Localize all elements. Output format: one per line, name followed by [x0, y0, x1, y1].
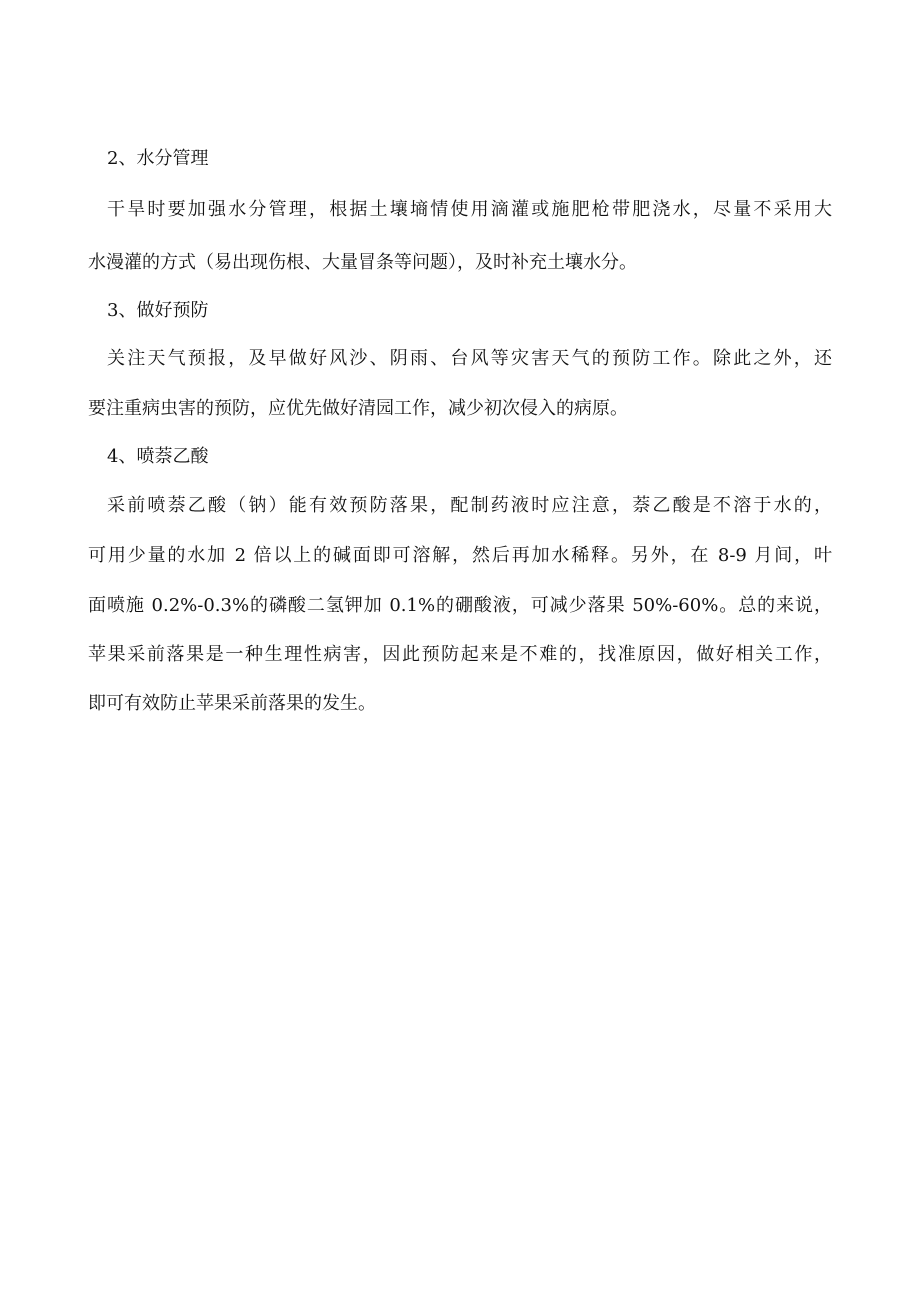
- paragraph-line: 要注重病虫害的预防，应优先做好清园工作，减少初次侵入的病原。: [88, 398, 628, 419]
- paragraph-line: 苹果采前落果是一种生理性病害，因此预防起来是不难的，找准原因，做好相关工作，: [88, 644, 832, 665]
- paragraph-line: 关注天气预报，及早做好风沙、阴雨、台风等灾害天气的预防工作。除此之外，还: [107, 348, 832, 369]
- paragraph-line: 面喷施 0.2%-0.3%的磷酸二氢钾加 0.1%的硼酸液，可减少落果 50%-60%。总的来说，: [88, 595, 832, 616]
- paragraph-line: 可用少量的水加 2 倍以上的碱面即可溶解，然后再加水稀释。另外，在 8-9 月间，叶: [88, 545, 832, 566]
- paragraph-line: 水漫灌的方式（易出现伤根、大量冒条等问题），及时补充土壤水分。: [88, 252, 637, 273]
- paragraph-line: 采前喷萘乙酸（钠）能有效预防落果，配制药液时应注意，萘乙酸是不溶于水的，: [107, 495, 832, 516]
- section-heading-prevention: 3、做好预防: [107, 300, 209, 321]
- paragraph-line: 即可有效防止苹果采前落果的发生。: [88, 693, 376, 714]
- section-heading-naa-spraying: 4、喷萘乙酸: [107, 446, 209, 467]
- paragraph-line: 干旱时要加强水分管理，根据土壤墒情使用滴灌或施肥枪带肥浇水，尽量不采用大: [107, 199, 832, 220]
- section-heading-water-management: 2、水分管理: [107, 148, 209, 169]
